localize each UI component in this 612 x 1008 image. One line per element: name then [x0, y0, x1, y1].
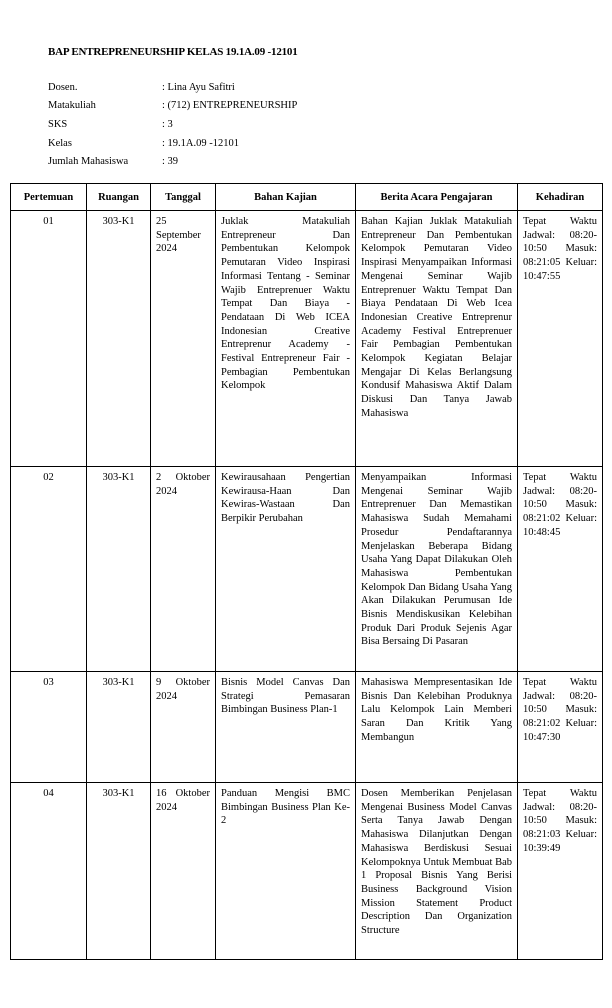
- info-value: : 3: [162, 118, 173, 130]
- cell-ruangan: 303-K1: [87, 211, 151, 467]
- cell-tanggal: 16 Oktober 2024: [151, 783, 216, 960]
- info-row-kelas: [48, 134, 297, 153]
- cell-berita-acara: Bahan Kajian Juklak Matakuliah Entrepreneur Dan Pembentukan Kelompok Pemutaran Video Inspirasi Menyampaikan Informasi Mengenai Seminar Wajib Entreprenuer Waktu Tempat Dan Biaya Pendataan Di Web Icea Indonesian Creative Entreprenur Academy Festival Entreprenuer Fair Pembagian Pembentukan Kelompok Kegiatan Belajar Mengajar Di Kelas Berlangsung Kondusif Mahasiswa Aktif Dalam Diskusi Dan Tanya Jawab Mahasiswa: [356, 211, 518, 467]
- info-label: Jumlah Mahasiswa: [48, 156, 129, 168]
- info-label: SKS: [48, 118, 68, 130]
- info-value: : 19.1A.09 -12101: [162, 137, 239, 149]
- info-label: Dosen.: [48, 81, 78, 93]
- cell-bahan-kajian: Juklak Matakuliah Entrepreneur Dan Pembentukan Kelompok Pemutaran Video Inspirasi Informasi Tentang - Seminar Wajib Entreprenuer Waktu Tempat Dan Biaya - Pendataan Di Web ICEA Indonesian Creative Entreprenur Academy - Festival Entrepreneur Fair - Pembagian Pembentukan Kelompok: [216, 211, 356, 467]
- cell-tanggal: 25 September 2024: [151, 211, 216, 467]
- info-row-dosen: [48, 78, 297, 97]
- document-title: BAP ENTREPRENEURSHIP KELAS 19.1A.09 -12101: [48, 46, 298, 58]
- table-header-row: [11, 184, 603, 211]
- cell-tanggal: 9 Oktober 2024: [151, 672, 216, 783]
- cell-pertemuan: 02: [11, 467, 87, 672]
- info-value: : (712) ENTREPRENEURSHIP: [162, 100, 298, 112]
- cell-berita-acara: Mahasiswa Mempresentasikan Ide Bisnis Dan Kelebihan Produknya Lalu Kelompok Lain Memberi Saran Dan Kritik Yang Membangun: [356, 672, 518, 783]
- cell-ruangan: 303-K1: [87, 467, 151, 672]
- cell-bahan-kajian: Panduan Mengisi BMC Bimbingan Business Plan Ke-2: [216, 783, 356, 960]
- cell-kehadiran: Tepat Waktu Jadwal: 08:20-10:50 Masuk: 08:21:02 Keluar: 10:48:45: [518, 467, 603, 672]
- cell-berita-acara: Dosen Memberikan Penjelasan Mengenai Business Model Canvas Serta Tanya Jawab Dengan Mahasiswa Dilanjutkan Dengan Mahasiswa Berdiskusi Sesuai Kelompoknya Untuk Membuat Bab 1 Proposal Bisnis Yang Berisi Business Background Vision Mission Statement Product Description Dan Organization Structure: [356, 783, 518, 960]
- cell-pertemuan: 04: [11, 783, 87, 960]
- info-label: Kelas: [48, 137, 72, 149]
- cell-kehadiran: Tepat Waktu Jadwal: 08:20-10:50 Masuk: 08:21:02 Keluar: 10:47:30: [518, 672, 603, 783]
- cell-pertemuan: 03: [11, 672, 87, 783]
- cell-ruangan: 303-K1: [87, 672, 151, 783]
- bap-table: [10, 183, 603, 960]
- info-block: [48, 78, 297, 171]
- cell-bahan-kajian: Bisnis Model Canvas Dan Strategi Pemasaran Bimbingan Business Plan-1: [216, 672, 356, 783]
- header-kehadiran: Kehadiran: [518, 184, 603, 211]
- cell-kehadiran: Tepat Waktu Jadwal: 08:20-10:50 Masuk: 08:21:03 Keluar: 10:39:49: [518, 783, 603, 960]
- table-row: [11, 672, 603, 783]
- cell-kehadiran: Tepat Waktu Jadwal: 08:20-10:50 Masuk: 08:21:05 Keluar: 10:47:55: [518, 211, 603, 467]
- cell-ruangan: 303-K1: [87, 783, 151, 960]
- table-row: [11, 783, 603, 960]
- info-label: Matakuliah: [48, 100, 96, 112]
- header-bahan-kajian: Bahan Kajian: [216, 184, 356, 211]
- info-value: : Lina Ayu Safitri: [162, 81, 235, 93]
- info-row-matakuliah: [48, 97, 297, 116]
- header-berita-acara: Berita Acara Pengajaran: [356, 184, 518, 211]
- info-row-jumlah-mahasiswa: [48, 152, 297, 171]
- cell-pertemuan: 01: [11, 211, 87, 467]
- table-row: [11, 467, 603, 672]
- cell-berita-acara: Menyampaikan Informasi Mengenai Seminar Wajib Entreprenuer Dan Memastikan Mahasiswa Sudah Memahami Prosedur Pendaftarannya Menjelaskan Beberapa Bidang Usaha Yang Dapat Dilakukan Oleh Mahasiswa Pembentukan Kelompok Dan Bidang Usaha Yang Akan Dilakukan Perumusan Ide Bisnis Mendiskusikan Kelebihan Produk Dari Produk Sejenis Agar Bisa Bersaing Di Pasaran: [356, 467, 518, 672]
- info-value: : 39: [162, 156, 179, 168]
- header-tanggal: Tanggal: [151, 184, 216, 211]
- table-row: [11, 211, 603, 467]
- cell-bahan-kajian: Kewirausahaan Pengertian Kewirausa-Haan Dan Kewiras-Wastaan Dan Berpikir Perubahan: [216, 467, 356, 672]
- cell-tanggal: 2 Oktober 2024: [151, 467, 216, 672]
- header-pertemuan: Pertemuan: [11, 184, 87, 211]
- info-row-sks: [48, 115, 297, 134]
- header-ruangan: Ruangan: [87, 184, 151, 211]
